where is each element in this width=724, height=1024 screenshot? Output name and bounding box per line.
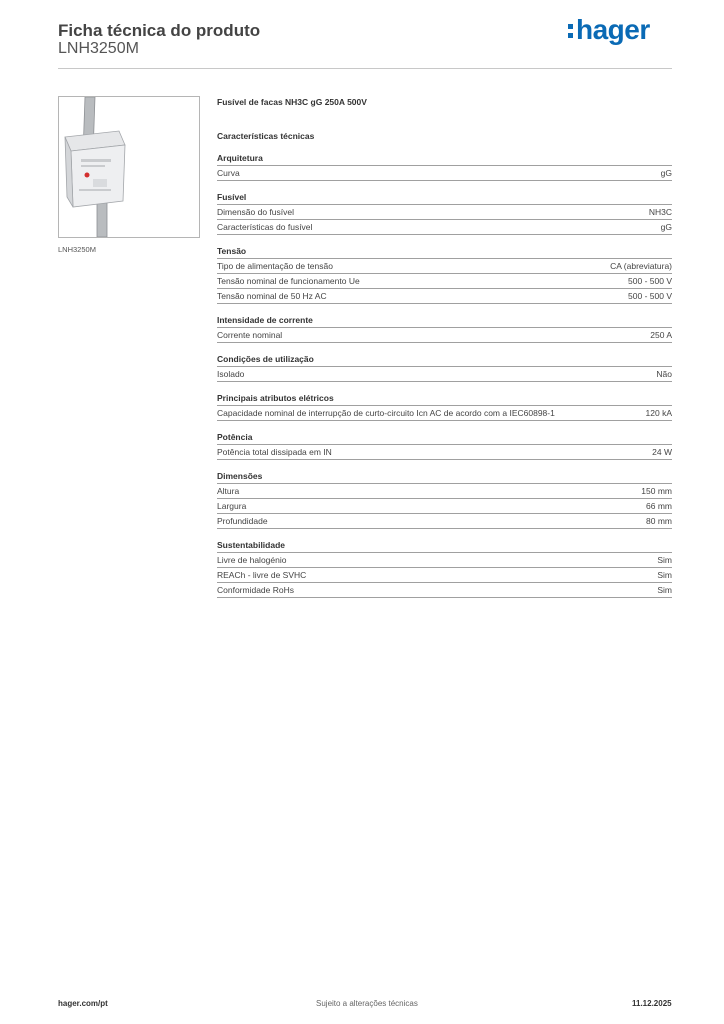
logo-dots-icon xyxy=(568,22,574,42)
spec-group-title: Tensão xyxy=(217,244,672,259)
spec-row xyxy=(217,259,672,274)
spec-group xyxy=(217,313,672,343)
spec-row xyxy=(217,583,672,598)
spec-row xyxy=(217,367,672,382)
spec-label: Livre de halogénio xyxy=(217,555,287,565)
spec-row xyxy=(217,205,672,220)
spec-group xyxy=(217,190,672,235)
spec-row xyxy=(217,553,672,568)
spec-group-title: Arquitetura xyxy=(217,151,672,166)
spec-label: Largura xyxy=(217,501,247,511)
spec-label: Corrente nominal xyxy=(217,330,283,340)
image-caption: LNH3250M xyxy=(58,245,96,254)
spec-label: Conformidade RoHs xyxy=(217,585,295,595)
spec-label: Tensão nominal de 50 Hz AC xyxy=(217,291,327,301)
product-description: Fusível de facas NH3C gG 250A 500V xyxy=(217,97,367,107)
spec-label: Potência total dissipada em IN xyxy=(217,447,332,457)
spec-row xyxy=(217,220,672,235)
fuse-illustration-icon xyxy=(59,97,199,237)
spec-value: 250 A xyxy=(650,330,672,340)
spec-label: REACh - livre de SVHC xyxy=(217,570,307,580)
spec-row xyxy=(217,328,672,343)
spec-value: 66 mm xyxy=(646,501,672,511)
hager-logo[interactable] xyxy=(568,14,650,46)
product-code: LNH3250M xyxy=(58,40,139,57)
spec-value: 80 mm xyxy=(646,516,672,526)
spec-group xyxy=(217,151,672,181)
spec-value: Sim xyxy=(657,585,672,595)
spec-row xyxy=(217,568,672,583)
spec-group xyxy=(217,244,672,304)
specifications-table xyxy=(217,151,672,607)
spec-group-title: Condições de utilização xyxy=(217,352,672,367)
header-divider xyxy=(58,68,672,69)
spec-row xyxy=(217,514,672,529)
spec-label: Altura xyxy=(217,486,240,496)
spec-group-title: Sustentabilidade xyxy=(217,538,672,553)
spec-row xyxy=(217,289,672,304)
spec-value: 120 kA xyxy=(645,408,672,418)
spec-value: 24 W xyxy=(652,447,672,457)
spec-label: Profundidade xyxy=(217,516,268,526)
spec-value: 150 mm xyxy=(641,486,672,496)
spec-label: Tensão nominal de funcionamento Ue xyxy=(217,276,360,286)
spec-group xyxy=(217,469,672,529)
spec-value: 500 - 500 V xyxy=(628,291,672,301)
spec-row xyxy=(217,445,672,460)
spec-value: gG xyxy=(660,222,672,232)
spec-row xyxy=(217,166,672,181)
technical-characteristics-heading: Características técnicas xyxy=(217,131,315,141)
spec-label: Características do fusível xyxy=(217,222,313,232)
spec-group xyxy=(217,352,672,382)
spec-row xyxy=(217,406,672,421)
footer-date: 11.12.2025 xyxy=(632,999,672,1008)
footer-website-link[interactable]: hager.com/pt xyxy=(58,999,108,1008)
spec-group xyxy=(217,538,672,598)
spec-value: Sim xyxy=(657,570,672,580)
spec-group-title: Potência xyxy=(217,430,672,445)
spec-row xyxy=(217,499,672,514)
spec-label: Capacidade nominal de interrupção de curto-circuito Icn AC de acordo com a IEC60898-1 xyxy=(217,408,555,418)
spec-group xyxy=(217,391,672,421)
spec-row xyxy=(217,484,672,499)
spec-group-title: Principais atributos elétricos xyxy=(217,391,672,406)
spec-group-title: Fusível xyxy=(217,190,672,205)
spec-value: gG xyxy=(660,168,672,178)
spec-value: CA (abreviatura) xyxy=(610,261,672,271)
logo-text: hager xyxy=(576,14,650,45)
spec-label: Dimensão do fusível xyxy=(217,207,295,217)
spec-value: NH3C xyxy=(648,207,672,217)
spec-group-title: Intensidade de corrente xyxy=(217,313,672,328)
spec-label: Curva xyxy=(217,168,240,178)
spec-row xyxy=(217,274,672,289)
spec-label: Isolado xyxy=(217,369,245,379)
spec-group-title: Dimensões xyxy=(217,469,672,484)
spec-value: Sim xyxy=(657,555,672,565)
spec-group xyxy=(217,430,672,460)
spec-value: 500 - 500 V xyxy=(628,276,672,286)
product-image xyxy=(58,96,200,238)
spec-label: Tipo de alimentação de tensão xyxy=(217,261,333,271)
spec-value: Não xyxy=(656,369,672,379)
footer-note: Sujeito a alterações técnicas xyxy=(316,999,418,1008)
page-title: Ficha técnica do produto xyxy=(58,21,261,40)
